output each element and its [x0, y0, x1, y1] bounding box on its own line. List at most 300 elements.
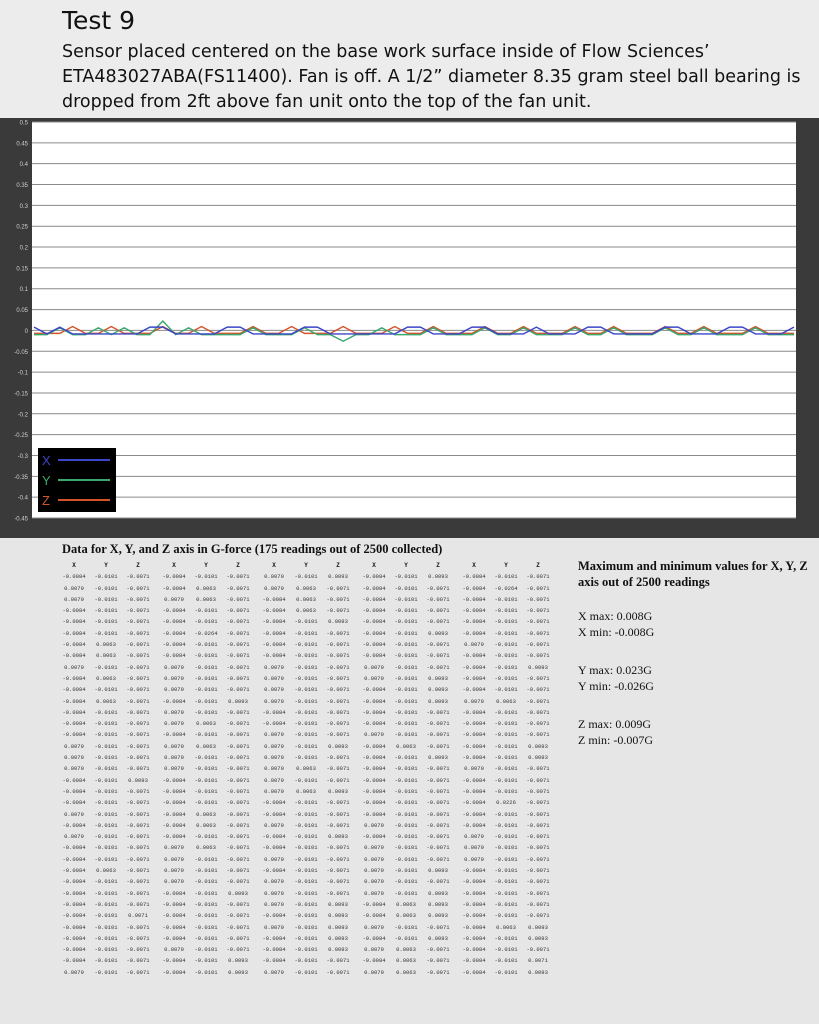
table-cell: 0.0063	[296, 595, 316, 603]
table-row	[258, 820, 356, 831]
table-cell: -0.0101	[394, 641, 418, 649]
table-cell: -0.0084	[62, 573, 86, 581]
table-cell: -0.0071	[526, 708, 550, 716]
table-cell: -0.0084	[362, 957, 386, 965]
table-cell: 0.0079	[364, 855, 384, 863]
y-tick-label: 0.35	[16, 183, 28, 190]
table-cell: -0.0101	[494, 787, 518, 795]
table-row	[158, 967, 256, 978]
table-cell: -0.0101	[94, 787, 118, 795]
y-tick-label: -0.3	[17, 453, 28, 460]
table-cell: -0.0101	[194, 934, 218, 942]
table-cell: 0.0093	[328, 923, 348, 931]
table-cell: -0.0071	[526, 844, 550, 852]
table-cell: -0.0071	[526, 731, 550, 739]
table-row	[458, 775, 556, 786]
table-row	[58, 933, 156, 944]
table-row	[58, 854, 156, 865]
table-cell: 0.0093	[328, 833, 348, 841]
table-cell: -0.0101	[394, 799, 418, 807]
table-row	[458, 650, 556, 661]
table-cell: 0.0063	[96, 652, 116, 660]
table-cell: -0.0071	[326, 957, 350, 965]
table-cell: 0.0063	[296, 765, 316, 773]
table-cell: -0.0071	[426, 923, 450, 931]
table-cell: -0.0071	[426, 833, 450, 841]
table-cell: -0.0101	[394, 720, 418, 728]
column-header: X	[472, 562, 476, 569]
table-row	[258, 876, 356, 887]
table-row	[158, 876, 256, 887]
table-cell: -0.0101	[194, 674, 218, 682]
column-header: Z	[436, 562, 440, 569]
table-cell: -0.0101	[94, 573, 118, 581]
table-cell: -0.0101	[394, 934, 418, 942]
table-row	[158, 628, 256, 639]
table-cell: -0.0101	[294, 844, 318, 852]
table-row	[258, 944, 356, 955]
table-cell: -0.0084	[362, 934, 386, 942]
table-row	[158, 955, 256, 966]
table-row	[458, 786, 556, 797]
table-cell: 0.0079	[264, 731, 284, 739]
table-cell: 0.0079	[264, 776, 284, 784]
table-cell: -0.0101	[294, 889, 318, 897]
table-cell: -0.0084	[362, 765, 386, 773]
table-cell: -0.0084	[362, 686, 386, 694]
table-cell: -0.0101	[94, 934, 118, 942]
table-block	[158, 560, 256, 978]
table-cell: -0.0084	[162, 799, 186, 807]
table-cell: -0.0084	[362, 584, 386, 592]
table-cell: -0.0101	[94, 799, 118, 807]
table-cell: -0.0071	[126, 629, 150, 637]
table-cell: 0.0079	[64, 765, 84, 773]
table-cell: -0.0071	[326, 765, 350, 773]
table-cell: 0.0079	[64, 754, 84, 762]
table-row	[458, 842, 556, 853]
table-cell: -0.0084	[462, 742, 486, 750]
table-cell: 0.0079	[64, 663, 84, 671]
table-row	[458, 696, 556, 707]
table-cell: -0.0084	[362, 595, 386, 603]
table-cell: -0.0071	[326, 844, 350, 852]
table-row	[458, 944, 556, 955]
table-cell: 0.0079	[264, 889, 284, 897]
table-cell: -0.0071	[326, 686, 350, 694]
table-cell: -0.0084	[62, 923, 86, 931]
plot-area	[32, 122, 796, 518]
chart-frame	[0, 118, 819, 538]
data-section	[0, 538, 819, 1024]
z-stats	[578, 716, 808, 748]
table-cell: -0.0071	[226, 584, 250, 592]
table-cell: -0.0101	[194, 855, 218, 863]
table-row	[358, 662, 456, 673]
table-cell: -0.0071	[426, 821, 450, 829]
legend-label-z: Z	[42, 493, 50, 508]
table-cell: -0.0084	[462, 878, 486, 886]
table-cell: -0.0101	[194, 641, 218, 649]
table-cell: -0.0071	[326, 584, 350, 592]
table-cell: -0.0084	[162, 629, 186, 637]
table-cell: -0.0101	[494, 618, 518, 626]
table-cell: -0.0101	[194, 946, 218, 954]
table-row	[458, 831, 556, 842]
table-row	[458, 673, 556, 684]
table-cell: -0.0084	[362, 742, 386, 750]
table-cell: -0.0084	[62, 889, 86, 897]
y-tick-label: -0.05	[14, 349, 28, 356]
table-cell: -0.0101	[294, 663, 318, 671]
table-cell: -0.0101	[494, 878, 518, 886]
table-row	[58, 922, 156, 933]
header	[0, 0, 819, 118]
table-cell: -0.0071	[326, 595, 350, 603]
table-cell: -0.0101	[194, 957, 218, 965]
table-block	[258, 560, 356, 978]
table-row	[258, 696, 356, 707]
data-table	[58, 560, 558, 978]
table-row	[58, 786, 156, 797]
table-row	[258, 967, 356, 978]
table-cell: -0.0071	[326, 720, 350, 728]
table-row	[458, 628, 556, 639]
table-cell: -0.0071	[326, 776, 350, 784]
table-cell: -0.0071	[526, 867, 550, 875]
table-row	[358, 854, 456, 865]
table-cell: 0.0063	[396, 968, 416, 976]
table-cell: -0.0101	[494, 686, 518, 694]
table-cell: -0.0084	[62, 844, 86, 852]
table-cell: -0.0101	[394, 629, 418, 637]
table-cell: -0.0071	[526, 878, 550, 886]
table-block	[458, 560, 556, 978]
table-row	[258, 809, 356, 820]
table-cell: -0.0071	[526, 618, 550, 626]
table-cell: -0.0101	[94, 912, 118, 920]
table-row	[158, 639, 256, 650]
table-cell: -0.0084	[462, 799, 486, 807]
table-cell: -0.0084	[362, 618, 386, 626]
page-title: Test 9	[62, 6, 136, 35]
table-row	[458, 605, 556, 616]
table-row	[258, 583, 356, 594]
table-cell: -0.0084	[462, 923, 486, 931]
table-cell: 0.0079	[64, 584, 84, 592]
table-row	[358, 594, 456, 605]
table-cell: -0.0101	[494, 946, 518, 954]
table-cell: -0.0071	[126, 674, 150, 682]
table-cell: -0.0101	[494, 629, 518, 637]
table-cell: -0.0101	[294, 629, 318, 637]
y-tick-label: 0.2	[19, 245, 28, 252]
table-cell: -0.0101	[494, 652, 518, 660]
test-description: Sensor placed centered on the base work surface inside of Flow Sciences’ ETA483027ABA(FS11400). Fan is off. A 1/2” diameter 8.35 gram steel ball bearing is dropped from 2ft above fan unit onto the top of the fan unit.	[62, 42, 801, 112]
table-cell: -0.0101	[194, 765, 218, 773]
table-cell: -0.0101	[94, 742, 118, 750]
table-cell: -0.0101	[294, 776, 318, 784]
table-row	[458, 820, 556, 831]
x-stats	[578, 608, 808, 640]
column-header: X	[272, 562, 276, 569]
table-cell: -0.0084	[462, 776, 486, 784]
table-row	[358, 639, 456, 650]
table-row	[58, 673, 156, 684]
table-cell: -0.0071	[226, 629, 250, 637]
table-cell: 0.0093	[428, 889, 448, 897]
table-row	[58, 684, 156, 695]
table-cell: -0.0071	[426, 878, 450, 886]
table-cell: 0.0093	[428, 867, 448, 875]
table-row	[358, 910, 456, 921]
table-cell: -0.0084	[62, 618, 86, 626]
table-row	[358, 842, 456, 853]
table-row	[158, 797, 256, 808]
table-row	[458, 797, 556, 808]
table-cell: -0.0071	[126, 754, 150, 762]
table-cell: -0.0101	[194, 652, 218, 660]
table-cell: -0.0084	[362, 573, 386, 581]
table-cell: -0.0071	[526, 720, 550, 728]
table-cell: -0.0101	[294, 946, 318, 954]
table-cell: -0.0084	[162, 889, 186, 897]
table-cell: -0.0101	[494, 889, 518, 897]
table-cell: -0.0101	[494, 844, 518, 852]
table-cell: -0.0084	[162, 697, 186, 705]
table-cell: -0.0084	[162, 833, 186, 841]
column-header: Y	[404, 562, 408, 569]
table-row	[258, 571, 356, 582]
table-row	[58, 944, 156, 955]
table-cell: -0.0101	[494, 957, 518, 965]
table-cell: -0.0101	[294, 720, 318, 728]
table-cell: -0.0101	[494, 573, 518, 581]
y-tick-label: 0.5	[19, 120, 28, 127]
table-row	[458, 876, 556, 887]
table-cell: -0.0084	[262, 912, 286, 920]
table-row	[158, 696, 256, 707]
table-caption: Data for X, Y, and Z axis in G-force (175 readings out of 2500 collected)	[62, 542, 443, 556]
table-cell: -0.0071	[126, 584, 150, 592]
table-cell: -0.0084	[162, 652, 186, 660]
table-cell: -0.0084	[62, 878, 86, 886]
table-cell: -0.0084	[62, 697, 86, 705]
table-cell: -0.0071	[126, 742, 150, 750]
table-cell: -0.0071	[226, 878, 250, 886]
table-cell: -0.0084	[62, 720, 86, 728]
table-cell: -0.0071	[326, 674, 350, 682]
table-cell: -0.0101	[94, 810, 118, 818]
table-cell: -0.0084	[462, 584, 486, 592]
table-cell: -0.0101	[94, 821, 118, 829]
y-min: Y min: -0.026G	[578, 679, 654, 693]
table-cell: -0.0084	[362, 629, 386, 637]
table-cell: -0.0071	[326, 754, 350, 762]
table-row	[158, 763, 256, 774]
table-cell: -0.0084	[62, 855, 86, 863]
table-row	[358, 786, 456, 797]
table-row	[258, 955, 356, 966]
column-header: Y	[104, 562, 108, 569]
table-row	[358, 616, 456, 627]
table-cell: -0.0101	[94, 946, 118, 954]
table-cell: -0.0084	[362, 810, 386, 818]
table-cell: 0.0079	[164, 686, 184, 694]
table-cell: -0.0084	[62, 821, 86, 829]
table-cell: -0.0071	[526, 595, 550, 603]
table-cell: -0.0071	[426, 720, 450, 728]
table-row	[58, 955, 156, 966]
table-row	[458, 809, 556, 820]
table-cell: -0.0101	[94, 663, 118, 671]
column-header: Z	[536, 562, 540, 569]
table-row	[458, 933, 556, 944]
table-row	[158, 933, 256, 944]
table-cell: -0.0071	[126, 618, 150, 626]
table-cell: -0.0084	[62, 641, 86, 649]
table-row	[358, 831, 456, 842]
table-cell: 0.0063	[196, 584, 216, 592]
table-cell: -0.0071	[226, 652, 250, 660]
legend-label-x: X	[42, 453, 51, 468]
table-cell: -0.0084	[262, 844, 286, 852]
table-cell: -0.0071	[226, 754, 250, 762]
table-row	[358, 933, 456, 944]
table-cell: -0.0084	[162, 957, 186, 965]
table-cell: -0.0084	[362, 787, 386, 795]
column-header: Y	[504, 562, 508, 569]
table-row	[358, 955, 456, 966]
table-row	[158, 809, 256, 820]
table-cell: 0.0063	[196, 595, 216, 603]
table-cell: -0.0084	[162, 821, 186, 829]
table-cell: 0.0063	[196, 821, 216, 829]
table-cell: -0.0071	[426, 855, 450, 863]
table-row	[158, 820, 256, 831]
table-cell: -0.0071	[126, 787, 150, 795]
table-cell: -0.0101	[494, 968, 518, 976]
table-cell: -0.0084	[62, 607, 86, 615]
table-cell: -0.0101	[394, 844, 418, 852]
table-cell: 0.0079	[164, 720, 184, 728]
table-cell: -0.0084	[362, 776, 386, 784]
table-cell: 0.0093	[328, 934, 348, 942]
table-cell: -0.0101	[394, 708, 418, 716]
table-cell: -0.0101	[294, 674, 318, 682]
table-row	[358, 775, 456, 786]
table-row	[58, 752, 156, 763]
table-cell: 0.0063	[396, 742, 416, 750]
table-cell: -0.0101	[194, 889, 218, 897]
table-row	[258, 910, 356, 921]
table-cell: -0.0084	[262, 607, 286, 615]
table-cell: 0.0079	[164, 855, 184, 863]
table-cell: -0.0084	[462, 663, 486, 671]
table-cell: -0.0071	[326, 878, 350, 886]
table-cell: -0.0101	[194, 776, 218, 784]
table-cell: -0.0071	[526, 799, 550, 807]
table-cell: -0.0084	[362, 708, 386, 716]
table-row	[158, 718, 256, 729]
table-cell: -0.0101	[394, 889, 418, 897]
table-row	[158, 650, 256, 661]
table-row	[58, 729, 156, 740]
y-tick-label: 0.05	[16, 308, 28, 315]
table-row	[158, 605, 256, 616]
table-cell: -0.0101	[94, 968, 118, 976]
table-cell: 0.0079	[364, 674, 384, 682]
table-cell: -0.0101	[494, 900, 518, 908]
table-cell: -0.0101	[194, 618, 218, 626]
table-cell: -0.0071	[526, 573, 550, 581]
table-cell: -0.0101	[494, 867, 518, 875]
table-cell: -0.0071	[226, 776, 250, 784]
table-cell: 0.0093	[428, 674, 448, 682]
table-cell: -0.0101	[394, 855, 418, 863]
table-row	[258, 684, 356, 695]
table-row	[458, 955, 556, 966]
table-cell: 0.0079	[164, 867, 184, 875]
y-tick-label: -0.1	[17, 370, 28, 377]
table-row	[158, 616, 256, 627]
table-cell: -0.0071	[526, 629, 550, 637]
table-cell: 0.0079	[364, 878, 384, 886]
table-row	[58, 842, 156, 853]
table-cell: -0.0071	[426, 731, 450, 739]
table-row	[158, 775, 256, 786]
table-cell: 0.0079	[264, 855, 284, 863]
table-cell: -0.0084	[62, 731, 86, 739]
table-cell: -0.0101	[94, 618, 118, 626]
table-cell: -0.0101	[94, 776, 118, 784]
table-cell: -0.0101	[194, 968, 218, 976]
column-header: Y	[204, 562, 208, 569]
table-row	[458, 752, 556, 763]
table-cell: 0.0093	[428, 934, 448, 942]
table-cell: -0.0084	[262, 833, 286, 841]
table-row	[58, 888, 156, 899]
table-cell: 0.0079	[164, 765, 184, 773]
table-cell: -0.0084	[462, 934, 486, 942]
table-row	[358, 922, 456, 933]
table-cell: -0.0071	[126, 844, 150, 852]
table-cell: -0.0101	[494, 810, 518, 818]
table-row	[358, 729, 456, 740]
table-cell: -0.0101	[294, 934, 318, 942]
table-cell: 0.0079	[264, 663, 284, 671]
table-cell: -0.0071	[126, 595, 150, 603]
table-row	[358, 865, 456, 876]
table-cell: -0.0071	[126, 652, 150, 660]
table-cell: -0.0071	[326, 889, 350, 897]
y-tick-label: 0.45	[16, 141, 28, 148]
table-row	[258, 594, 356, 605]
table-row	[58, 741, 156, 752]
table-cell: -0.0101	[394, 573, 418, 581]
table-cell: 0.0071	[128, 912, 148, 920]
table-row	[458, 616, 556, 627]
table-cell: -0.0101	[294, 957, 318, 965]
table-cell: -0.0071	[226, 844, 250, 852]
table-cell: -0.0071	[226, 923, 250, 931]
table-cell: -0.0071	[426, 765, 450, 773]
table-cell: -0.0071	[526, 584, 550, 592]
table-cell: -0.0071	[126, 957, 150, 965]
table-row	[158, 752, 256, 763]
table-cell: 0.0079	[164, 754, 184, 762]
table-row	[258, 842, 356, 853]
